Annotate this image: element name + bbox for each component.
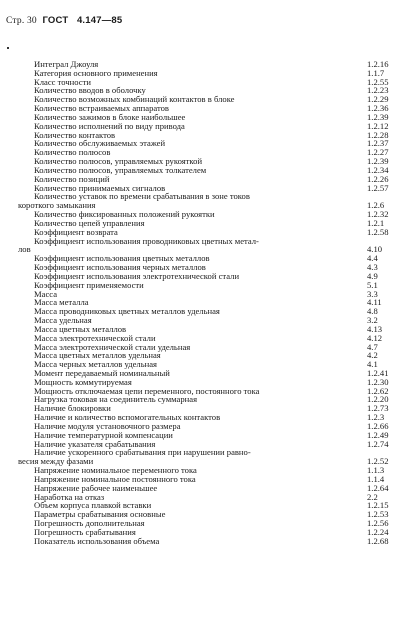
entry-term: Погрешность дополнительная [34,518,145,529]
entry-term: Напряжение номинальное постоянного тока [34,473,196,484]
entry-term: Напряжение номинальное переменного тока [34,465,197,476]
standard-label: ГОСТ [42,15,69,26]
entry-clause-number: 2.2 [367,491,378,502]
entry-clause-number: 1.2.58 [367,226,389,237]
entry-term: Масса [34,288,58,299]
entry-clause-number: 4.1 [367,359,378,370]
entry-term: Количество исполнений по виду привода [34,120,185,131]
entry-term: Масса проводниковых цветных металлов удельная [34,306,220,317]
entry-clause-number: 3.2 [367,315,378,326]
entry-term: Количество фиксированных положений рукоятки [34,209,215,220]
entry-clause-number: 1.2.66 [367,420,389,431]
entry-term: Наличие указателя срабатывания [34,438,156,449]
entry-clause-number: 1.2.73 [367,403,389,414]
entry-term: Масса металла [34,297,89,308]
standard-number: 4.147—85 [76,15,123,26]
entry-term: Масса электротехнической стали удельная [34,341,191,352]
entry-clause-number: 4.13 [367,323,383,334]
entry-clause-number: 3.3 [367,288,378,299]
entry-clause-number: 1.2.20 [367,394,389,405]
entry-clause-number: 1.2.64 [367,482,389,493]
entry-term: Масса электротехнической стали [34,332,156,343]
entry-term: Коэффициент использования электротехнической стали [34,270,240,281]
entry-clause-number: 1.2.53 [367,509,389,520]
entry-clause-number: 1.2.41 [367,367,389,378]
entry-clause-number: 1.2.24 [367,526,389,537]
entry-term: Наличие блокировки [34,403,111,414]
entry-clause-number: 1.2.56 [367,518,389,529]
entry-term: Масса цветных металлов удельная [34,350,161,361]
entry-term: Наличие модуля установочного размера [34,420,181,431]
entry-clause-number: 1.2.27 [367,147,389,158]
entry-term: Количество возможных комбинаций контактов в блоке [34,94,235,105]
entry-clause-number: 1.2.15 [367,500,389,511]
entry-term: Масса черных металлов удельная [34,359,158,370]
entry-clause-number: 1.2.49 [367,429,389,440]
entry-term: Показатель использования объема [34,535,160,546]
entry-clause-number: 1.2.26 [367,173,389,184]
entry-clause-number: 4.9 [367,270,378,281]
entry-term: Момент передаваемый номинальный [34,367,170,378]
entry-clause-number: 4.10 [367,244,383,255]
index-entry [0,237,404,246]
entry-term: лов [18,244,31,255]
entry-term: Напряжение рабочее наименьшее [34,482,158,493]
entry-term: Количество принимаемых сигналов [34,182,166,193]
entry-term: Количество обслуживаемых этажей [34,138,166,149]
entry-clause-number: 1.2.37 [367,138,389,149]
entry-clause-number: 1.2.29 [367,94,389,105]
entry-term: Нагрузка токовая на соединитель суммарная [34,394,198,405]
entry-term: Количество полюсов, управляемых толкателем [34,164,207,175]
entry-clause-number: 1.2.36 [367,103,389,114]
entry-term: Коэффициент использования цветных металлов [34,253,210,264]
index-entry [0,281,404,290]
entry-clause-number: 4.4 [367,253,378,264]
entry-term: короткого замыкания [18,200,96,211]
entry-clause-number: 1.2.74 [367,438,389,449]
entry-term: Масса удельная [34,315,92,326]
entry-clause-number: 4.11 [367,297,382,308]
page-header [6,15,122,26]
page-number: Стр. 30 [6,16,37,26]
entry-clause-number: 5.1 [367,279,378,290]
entry-clause-number: 1.2.16 [367,59,389,69]
entry-clause-number: 1.2.57 [367,182,389,193]
entry-term: Коэффициент применяемости [34,279,144,290]
entry-term: Объем корпуса плавкой вставки [34,500,152,511]
entry-term: Класс точности [34,76,91,87]
entry-term: Коэффициент возврата [34,226,118,237]
entry-term: Количество цепей управления [34,217,145,228]
entry-term: Количество уставок по времени срабатывания в зоне токов [34,191,250,202]
entry-clause-number: 4.8 [367,306,378,317]
entry-clause-number: 1.2.3 [367,412,385,423]
entry-clause-number: 4.7 [367,341,378,352]
margin-mark [7,47,9,49]
entry-clause-number: 4.2 [367,350,378,361]
entry-clause-number: 1.1.7 [367,67,385,78]
entry-clause-number: 1.2.39 [367,156,389,167]
entry-clause-number: 1.2.23 [367,85,389,96]
entry-term: Масса цветных металлов [34,323,127,334]
entry-term: Интеграл Джоуля [34,59,99,69]
entry-clause-number: 1.2.6 [367,200,385,211]
entry-clause-number: 1.2.32 [367,209,389,220]
entry-clause-number: 1.2.62 [367,385,389,396]
entry-term: Количество позиций [34,173,110,184]
entry-clause-number: 1.2.30 [367,376,389,387]
entry-term: Наличие температурной компенсации [34,429,173,440]
entry-term: Наличие и количество вспомогательных контактов [34,412,221,423]
index-list [0,60,404,546]
entry-clause-number: 1.2.28 [367,129,389,140]
entry-term: Коэффициент использования проводниковых цветных метал- [34,235,259,246]
entry-term: Количество контактов [34,129,116,140]
entry-clause-number: 4.12 [367,332,383,343]
entry-term: Количество полюсов [34,147,111,158]
entry-term: Количество вводов в оболочку [34,85,146,96]
entry-clause-number: 1.1.3 [367,465,385,476]
entry-term: весия между фазами [18,456,94,467]
entry-clause-number: 1.2.34 [367,164,389,175]
entry-term: Погрешность срабатывания [34,526,136,537]
index-entry [0,537,404,546]
entry-term: Количество встраиваемых аппаратов [34,103,169,114]
entry-term: Категория основного применения [34,67,158,78]
entry-term: Наработка на отказ [34,491,105,502]
entry-term: Количество полюсов, управляемых рукояткой [34,156,203,167]
entry-clause-number: 1.2.39 [367,111,389,122]
entry-clause-number: 1.2.52 [367,456,389,467]
entry-clause-number: 1.2.1 [367,217,385,228]
entry-term: Мощность отключаемая цепи переменного, постоянного тока [34,385,260,396]
entry-term: Количество зажимов в блоке наибольшее [34,111,186,122]
entry-clause-number: 1.2.12 [367,120,389,131]
entry-term: Наличие ускоренного срабатывания при нарушении равно- [34,447,251,458]
entry-term: Параметры срабатывания основные [34,509,166,520]
entry-term: Мощность коммутируемая [34,376,132,387]
entry-clause-number: 4.3 [367,262,378,273]
entry-clause-number: 1.2.68 [367,535,389,546]
entry-clause-number: 1.1.4 [367,473,385,484]
entry-clause-number: 1.2.55 [367,76,389,87]
entry-term: Коэффициент использования черных металлов [34,262,206,273]
